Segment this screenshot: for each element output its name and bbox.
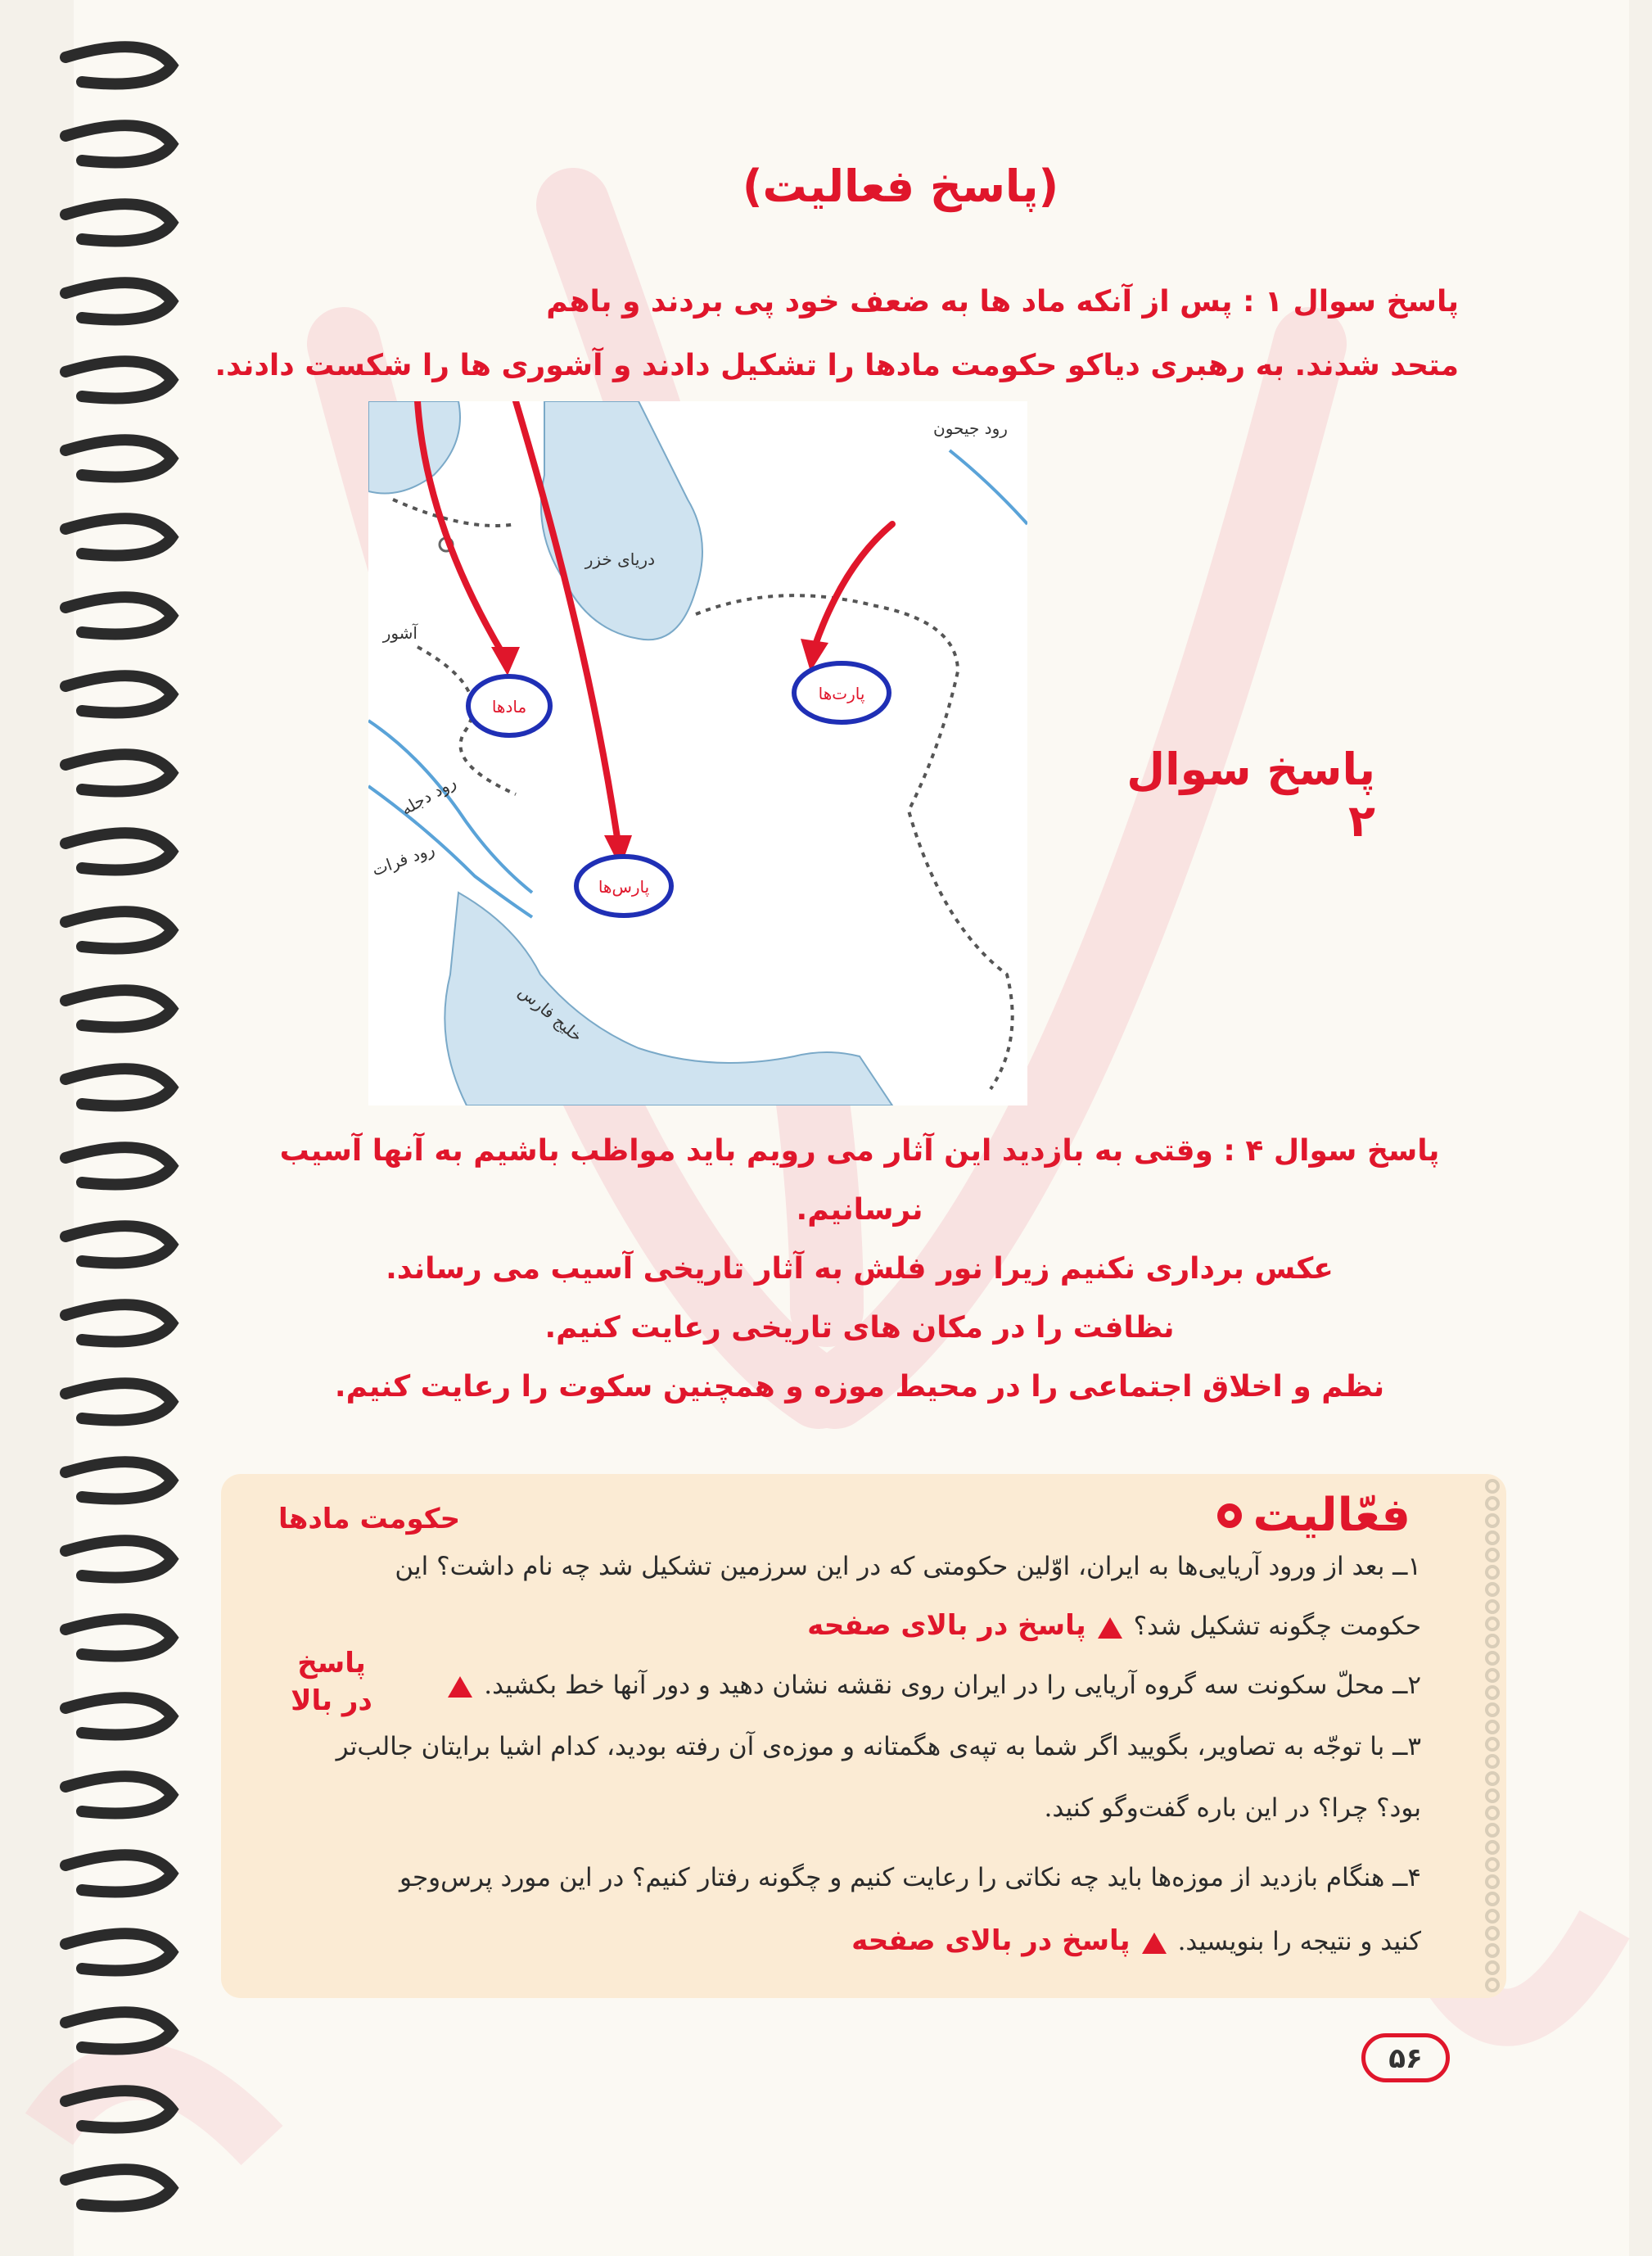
question-1-text: حکومت چگونه تشکیل شد؟ [1133,1612,1421,1641]
edge-dot [1487,1721,1498,1733]
spiral-ring [65,1619,172,1656]
answer-4-line-2: عکس برداری نکنیم زیرا نور فلش به آثار تاریخی آسیب می رساند. [386,1252,1334,1286]
spiral-ring [65,1304,172,1341]
spiral-ring [65,754,172,791]
spiral-ring [65,1776,172,1813]
edge-dot [1487,1824,1498,1836]
question-2 [234,1671,1421,1700]
annotation-answer-above: پاسخ در بالا [291,1647,372,1717]
spiral-ring [65,1383,172,1420]
group-pars: پارس‌ها [598,877,650,897]
spiral-ring [65,518,172,555]
answer-4-line-1: پاسخ سوال ۴ : وقتی به بازدید این آثار می رویم باید مواظب باشیم به آنها آسیب نرسانیم. [279,1134,1440,1227]
edge-dot [1487,1618,1498,1630]
map-label-jeyhun: رود جیحون [933,418,1008,438]
question-1-line-1: ۱ــ بعد از ورود آریایی‌ها به ایران، اوّلین حکومتی که در این سرزمین تشکیل شد چه نام داشت؟ این [395,1552,1421,1581]
spiral-ring [65,597,172,634]
edge-dot [1487,1945,1498,1956]
spiral-ring [65,47,172,84]
answer-2: پاسخ سوال ۲ [1126,744,1375,847]
question-1-line-2 [234,1609,1421,1642]
spiral-ring [65,2091,172,2127]
edge-dot [1487,1876,1498,1888]
question-4-line-1: ۴ــ هنگام بازدید از موزه‌ها باید چه نکاتی را رعایت کنیم و چگونه رفتار کنیم؟ در این مورد پرس‌وجو [399,1863,1421,1892]
question-4-line-2 [234,1924,1421,1957]
edge-dot [1487,1584,1498,1595]
dotted-edge [1480,1478,1505,2002]
group-parts: پارت‌ها [818,684,865,703]
edge-dot [1487,1962,1498,1973]
edge-dot [1487,1910,1498,1922]
map-label-dejleh: رود دجله [397,771,459,820]
annotation-answer-top: پاسخ در بالای صفحه [807,1609,1086,1642]
question-3-line-2: بود؟ چرا؟ در این باره گفت‌وگو کنید. [1044,1793,1421,1823]
edge-dot [1487,1807,1498,1819]
edge-dot [1487,1738,1498,1750]
spiral-ring [65,1147,172,1184]
edge-dot [1487,1790,1498,1802]
spiral-ring [65,1855,172,1892]
answer-1-line-1: پاسخ سوال ۱ : پس از آنکه ماد ها به ضعف خود پی بردند و باهم [546,285,1459,319]
answer-4 [246,1122,1474,1417]
edge-dot [1487,1601,1498,1612]
edge-dot [1487,1498,1498,1509]
spiral-ring [65,676,172,712]
question-3-line-1: ۳ــ با توجّه به تصاویر، بگویید اگر شما به تپه‌ی هگمتانه و موزه‌ی آن رفته بودید، کدام اشیا برایتان جالب‌تر [336,1732,1421,1761]
spiral-ring [65,2012,172,2049]
ring-icon [1217,1503,1242,1528]
edge-dot [1487,1567,1498,1578]
triangle-icon [448,1676,472,1698]
annotation-q1-answer: حکومت مادها [278,1503,461,1535]
spiral-ring [65,1698,172,1734]
activity-heading-text: فعّالیت [1253,1489,1411,1542]
edge-dot [1487,1773,1498,1784]
spiral-ring [65,1069,172,1105]
edge-dot [1487,1670,1498,1681]
edge-dot [1487,1842,1498,1853]
spiral-ring [65,1226,172,1263]
answer-1-line-2: متحد شدند. به رهبری دیاکو حکومت مادها را تشکیل دادند و آشوری ها را شکست دادند. [214,349,1459,382]
spiral-ring [65,204,172,241]
spiral-ring [65,1462,172,1499]
edge-dot [1487,1635,1498,1647]
edge-dot [1487,1704,1498,1716]
edge-dot [1487,1687,1498,1698]
edge-dot [1487,1859,1498,1870]
spiral-ring [65,990,172,1027]
question-2-text: ۲ــ محلّ سکونت سه گروه آریایی را در ایران روی نقشه نشان دهید و دور آنها خط بکشید. [484,1671,1421,1700]
spiral-ring [65,125,172,162]
spiral-ring [65,1933,172,1970]
page-title: (پاسخ فعالیت) [742,160,1059,212]
spiral-ring [65,440,172,477]
edge-dot [1487,1549,1498,1561]
edge-dot [1487,1756,1498,1767]
edge-dot [1487,1979,1498,1991]
answer-1 [149,270,1459,398]
activity-heading [1217,1489,1411,1542]
spiral-ring [65,1540,172,1577]
spiral-ring [65,833,172,870]
spiral-ring [65,911,172,948]
answer-4-line-4: نظم و اخلاق اجتماعی را در محیط موزه و همچنین سکوت را رعایت کنیم. [334,1370,1385,1404]
edge-dot [1487,1532,1498,1544]
annotation-answer-top-2: پاسخ در بالای صفحه [851,1924,1131,1957]
question-4-text: کنید و نتیجه را بنویسید. [1177,1927,1421,1956]
spiral-ring [65,2169,172,2206]
group-mads: مادها [491,697,527,717]
map-label-forat: رود فرات [368,839,437,880]
triangle-icon [1142,1933,1167,1954]
map-aryans [368,401,1027,1105]
edge-dot [1487,1515,1498,1526]
page-number: ۵۶ [1361,2033,1450,2082]
map-label-khazar: دریای خزر [585,549,655,569]
map-label-fars: خلیج فارس [514,981,587,1047]
map-label-ashur: آشور [382,623,418,643]
edge-dot [1487,1481,1498,1492]
answer-4-line-3: نظافت را در مکان های تاریخی رعایت کنیم. [544,1311,1175,1345]
triangle-icon [1098,1617,1122,1639]
edge-dot [1487,1928,1498,1939]
edge-dot [1487,1893,1498,1905]
edge-dot [1487,1652,1498,1664]
